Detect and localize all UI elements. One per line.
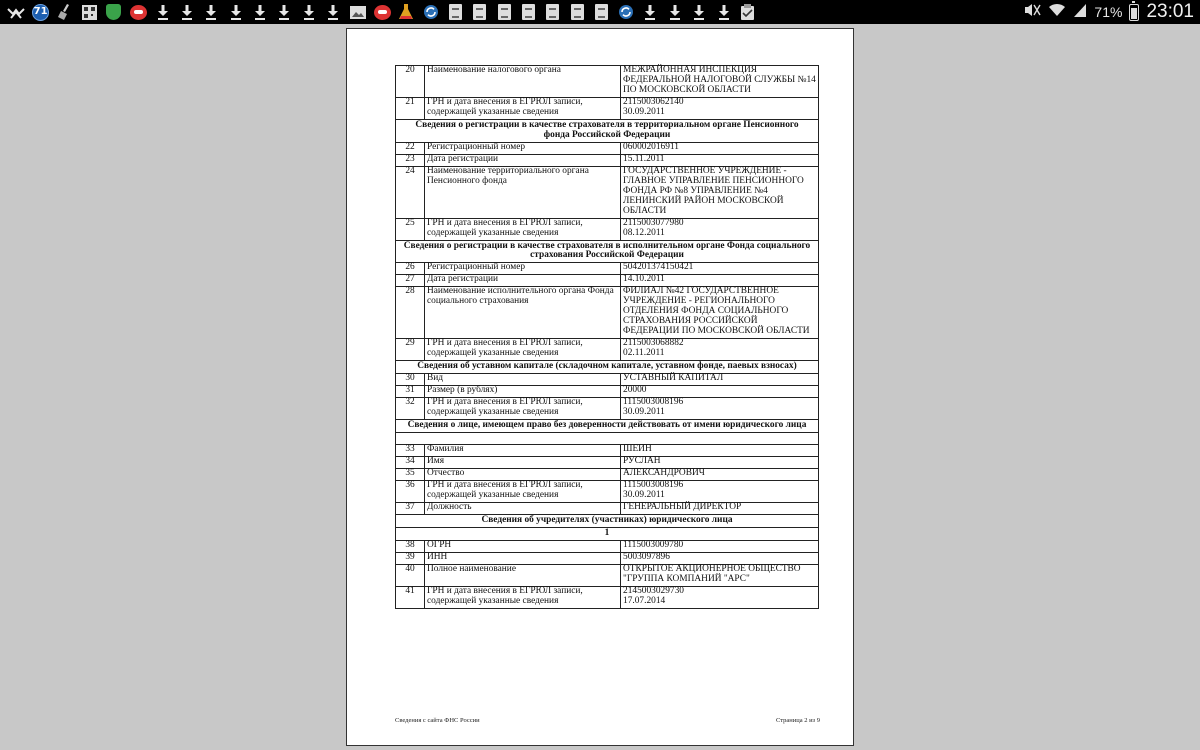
- table-row: [396, 339, 819, 361]
- document-icon: [467, 0, 491, 24]
- row-number: 23: [396, 154, 425, 166]
- section-title: Сведения о регистрации в качестве страхователя в территориальном органе Пенсионного фонда Российской Федерации: [396, 119, 819, 142]
- field-name: Наименование налогового органа: [425, 66, 621, 98]
- table-row: [396, 166, 819, 218]
- field-value: 15.11.2011: [621, 154, 819, 166]
- field-name: Вид: [425, 374, 621, 386]
- field-value: МЕЖРАЙОННАЯ ИНСПЕКЦИЯ ФЕДЕРАЛЬНОЙ НАЛОГОВОЙ СЛУЖБЫ №14 ПО МОСКОВСКОЙ ОБЛАСТИ: [621, 66, 819, 98]
- document-icon: [541, 0, 565, 24]
- field-value: 2115003062140 30.09.2011: [621, 97, 819, 119]
- section-title: 1: [396, 527, 819, 540]
- blank-row: [396, 432, 819, 444]
- document-icon: [492, 0, 516, 24]
- field-value: 2145003029730 17.07.2014: [621, 586, 819, 608]
- section-title: Сведения об учредителях (участниках) юридического лица: [396, 514, 819, 527]
- row-number: 28: [396, 287, 425, 339]
- field-name: ГРН и дата внесения в ЕГРЮЛ записи, содержащей указанные сведения: [425, 339, 621, 361]
- system-tray: [1023, 0, 1194, 24]
- field-value: УСТАВНЫЙ КАПИТАЛ: [621, 374, 819, 386]
- download-icon: [687, 0, 711, 24]
- row-number: 24: [396, 166, 425, 218]
- footer-source: Сведения с сайта ФНС России: [395, 717, 480, 724]
- blank-cell: [396, 432, 819, 444]
- row-number: 21: [396, 97, 425, 119]
- table-row: [396, 275, 819, 287]
- notification-icons: [0, 0, 760, 24]
- table-row: [396, 287, 819, 339]
- egrul-table: [395, 65, 819, 609]
- wifi-icon: [1048, 2, 1066, 22]
- table-row: [396, 552, 819, 564]
- field-name: Отчество: [425, 468, 621, 480]
- badge-count: 71: [32, 4, 49, 21]
- download-icon: [150, 0, 174, 24]
- row-number: 33: [396, 444, 425, 456]
- field-value: ОТКРЫТОЕ АКЦИОНЕРНОЕ ОБЩЕСТВО "ГРУППА КОМПАНИЙ "АРС": [621, 564, 819, 586]
- download-icon: [321, 0, 345, 24]
- field-name: Дата регистрации: [425, 275, 621, 287]
- row-number: 26: [396, 263, 425, 275]
- section-header-row: [396, 527, 819, 540]
- field-value: РУСЛАН: [621, 456, 819, 468]
- download-icon: [199, 0, 223, 24]
- row-number: 25: [396, 218, 425, 240]
- table-row: [396, 480, 819, 502]
- table-row: [396, 502, 819, 514]
- section-title: Сведения о лице, имеющем право без доверенности действовать от имени юридического лица: [396, 420, 819, 433]
- sync-icon: [419, 0, 443, 24]
- field-value: 5003097896: [621, 552, 819, 564]
- section-header-row: [396, 240, 819, 263]
- table-row: [396, 540, 819, 552]
- footer-page-number: Страница 2 из 9: [775, 717, 820, 724]
- section-header-row: [396, 119, 819, 142]
- section-title: Сведения о регистрации в качестве страхователя в исполнительном органе Фонда социального страхования Российской Федерации: [396, 240, 819, 263]
- field-value: 1115003009780: [621, 540, 819, 552]
- field-value: ШЕИН: [621, 444, 819, 456]
- flask-icon: [394, 0, 418, 24]
- download-icon: [248, 0, 272, 24]
- status-bar: [0, 0, 1200, 24]
- signal-icon: [1073, 2, 1087, 22]
- table-row: [396, 444, 819, 456]
- table-row: [396, 386, 819, 398]
- field-name: Дата регистрации: [425, 154, 621, 166]
- table-row: [396, 263, 819, 275]
- download-icon: [297, 0, 321, 24]
- field-value: 1115003008196 30.09.2011: [621, 398, 819, 420]
- field-name: Наименование исполнительного органа Фонда социального страхования: [425, 287, 621, 339]
- row-number: 22: [396, 142, 425, 154]
- download-icon: [224, 0, 248, 24]
- table-row: [396, 66, 819, 98]
- section-title: Сведения об уставном капитале (складочном капитале, уставном фонде, паевых взносах): [396, 361, 819, 374]
- row-number: 30: [396, 374, 425, 386]
- sync-icon: [614, 0, 638, 24]
- field-value: 060002016911: [621, 142, 819, 154]
- field-value: 2115003068882 02.11.2011: [621, 339, 819, 361]
- field-value: ГОСУДАРСТВЕННОЕ УЧРЕЖДЕНИЕ - ГЛАВНОЕ УПРАВЛЕНИЕ ПЕНСИОННОГО ФОНДА РФ №8 УПРАВЛЕНИЕ №4 ЛЕНИНСКИЙ РАЙОН МОСКОВСКОЙ ОБЛАСТИ: [621, 166, 819, 218]
- clock: 23:01: [1146, 1, 1194, 22]
- green-shield-icon: [102, 0, 126, 24]
- table-row: [396, 97, 819, 119]
- battery-icon: [1129, 4, 1139, 21]
- document-icon: [516, 0, 540, 24]
- battery-level: [1131, 8, 1137, 19]
- row-number: 41: [396, 586, 425, 608]
- field-name: Регистрационный номер: [425, 263, 621, 275]
- section-header-row: [396, 420, 819, 433]
- field-value: 14.10.2011: [621, 275, 819, 287]
- download-icon: [272, 0, 296, 24]
- clipboard-icon: [736, 0, 760, 24]
- row-number: 20: [396, 66, 425, 98]
- field-name: Полное наименование: [425, 564, 621, 586]
- field-name: Регистрационный номер: [425, 142, 621, 154]
- field-value: 504201374150421: [621, 263, 819, 275]
- battery-percent: 71%: [1094, 4, 1123, 20]
- download-icon: [663, 0, 687, 24]
- table-row: [396, 468, 819, 480]
- table-row: [396, 218, 819, 240]
- download-icon: [711, 0, 735, 24]
- section-header-row: [396, 514, 819, 527]
- field-name: ГРН и дата внесения в ЕГРЮЛ записи, содержащей указанные сведения: [425, 218, 621, 240]
- field-name: ГРН и дата внесения в ЕГРЮЛ записи, содержащей указанные сведения: [425, 480, 621, 502]
- table-row: [396, 564, 819, 586]
- row-number: 40: [396, 564, 425, 586]
- row-number: 38: [396, 540, 425, 552]
- table-row: [396, 154, 819, 166]
- row-number: 37: [396, 502, 425, 514]
- download-icon: [638, 0, 662, 24]
- field-name: ОГРН: [425, 540, 621, 552]
- table-row: [396, 142, 819, 154]
- document-icon: [443, 0, 467, 24]
- document-page: [346, 28, 854, 746]
- table-row: [396, 374, 819, 386]
- image-icon: [345, 0, 369, 24]
- red-bubble-icon: [126, 0, 150, 24]
- table-row: [396, 398, 819, 420]
- broom-icon: [53, 0, 77, 24]
- section-header-row: [396, 361, 819, 374]
- field-value: 20000: [621, 386, 819, 398]
- field-name: Фамилия: [425, 444, 621, 456]
- field-name: Наименование территориального органа Пенсионного фонда: [425, 166, 621, 218]
- row-number: 35: [396, 468, 425, 480]
- field-name: Размер (в рублях): [425, 386, 621, 398]
- field-value: ФИЛИАЛ №42 ГОСУДАРСТВЕННОЕ УЧРЕЖДЕНИЕ - РЕГИОНАЛЬНОГО ОТДЕЛЕНИЯ ФОНДА СОЦИАЛЬНОГО СТРАХОВАНИЯ РОССИЙСКОЙ ФЕДЕРАЦИИ ПО МОСКОВСКОЙ ОБЛАСТИ: [621, 287, 819, 339]
- field-value: 1115003008196 30.09.2011: [621, 480, 819, 502]
- field-name: Имя: [425, 456, 621, 468]
- document-icon: [589, 0, 613, 24]
- row-number: 36: [396, 480, 425, 502]
- download-icon: [175, 0, 199, 24]
- row-number: 29: [396, 339, 425, 361]
- table-row: [396, 586, 819, 608]
- field-value: ГЕНЕРАЛЬНЫЙ ДИРЕКТОР: [621, 502, 819, 514]
- field-value: 2115003077980 08.12.2011: [621, 218, 819, 240]
- table-row: [396, 456, 819, 468]
- field-name: Должность: [425, 502, 621, 514]
- mute-icon: [1023, 2, 1041, 22]
- row-number: 32: [396, 398, 425, 420]
- field-name: ГРН и дата внесения в ЕГРЮЛ записи, содержащей указанные сведения: [425, 586, 621, 608]
- row-number: 34: [396, 456, 425, 468]
- row-number: 39: [396, 552, 425, 564]
- bat-icon: [4, 0, 28, 24]
- row-number: 31: [396, 386, 425, 398]
- document-icon: [565, 0, 589, 24]
- field-value: АЛЕКСАНДРОВИЧ: [621, 468, 819, 480]
- field-name: ГРН и дата внесения в ЕГРЮЛ записи, содержащей указанные сведения: [425, 398, 621, 420]
- field-name: ГРН и дата внесения в ЕГРЮЛ записи, содержащей указанные сведения: [425, 97, 621, 119]
- row-number: 27: [396, 275, 425, 287]
- red-bubble-icon: [370, 0, 394, 24]
- badge-71-icon: [28, 0, 52, 24]
- field-name: ИНН: [425, 552, 621, 564]
- qr-icon: [77, 0, 101, 24]
